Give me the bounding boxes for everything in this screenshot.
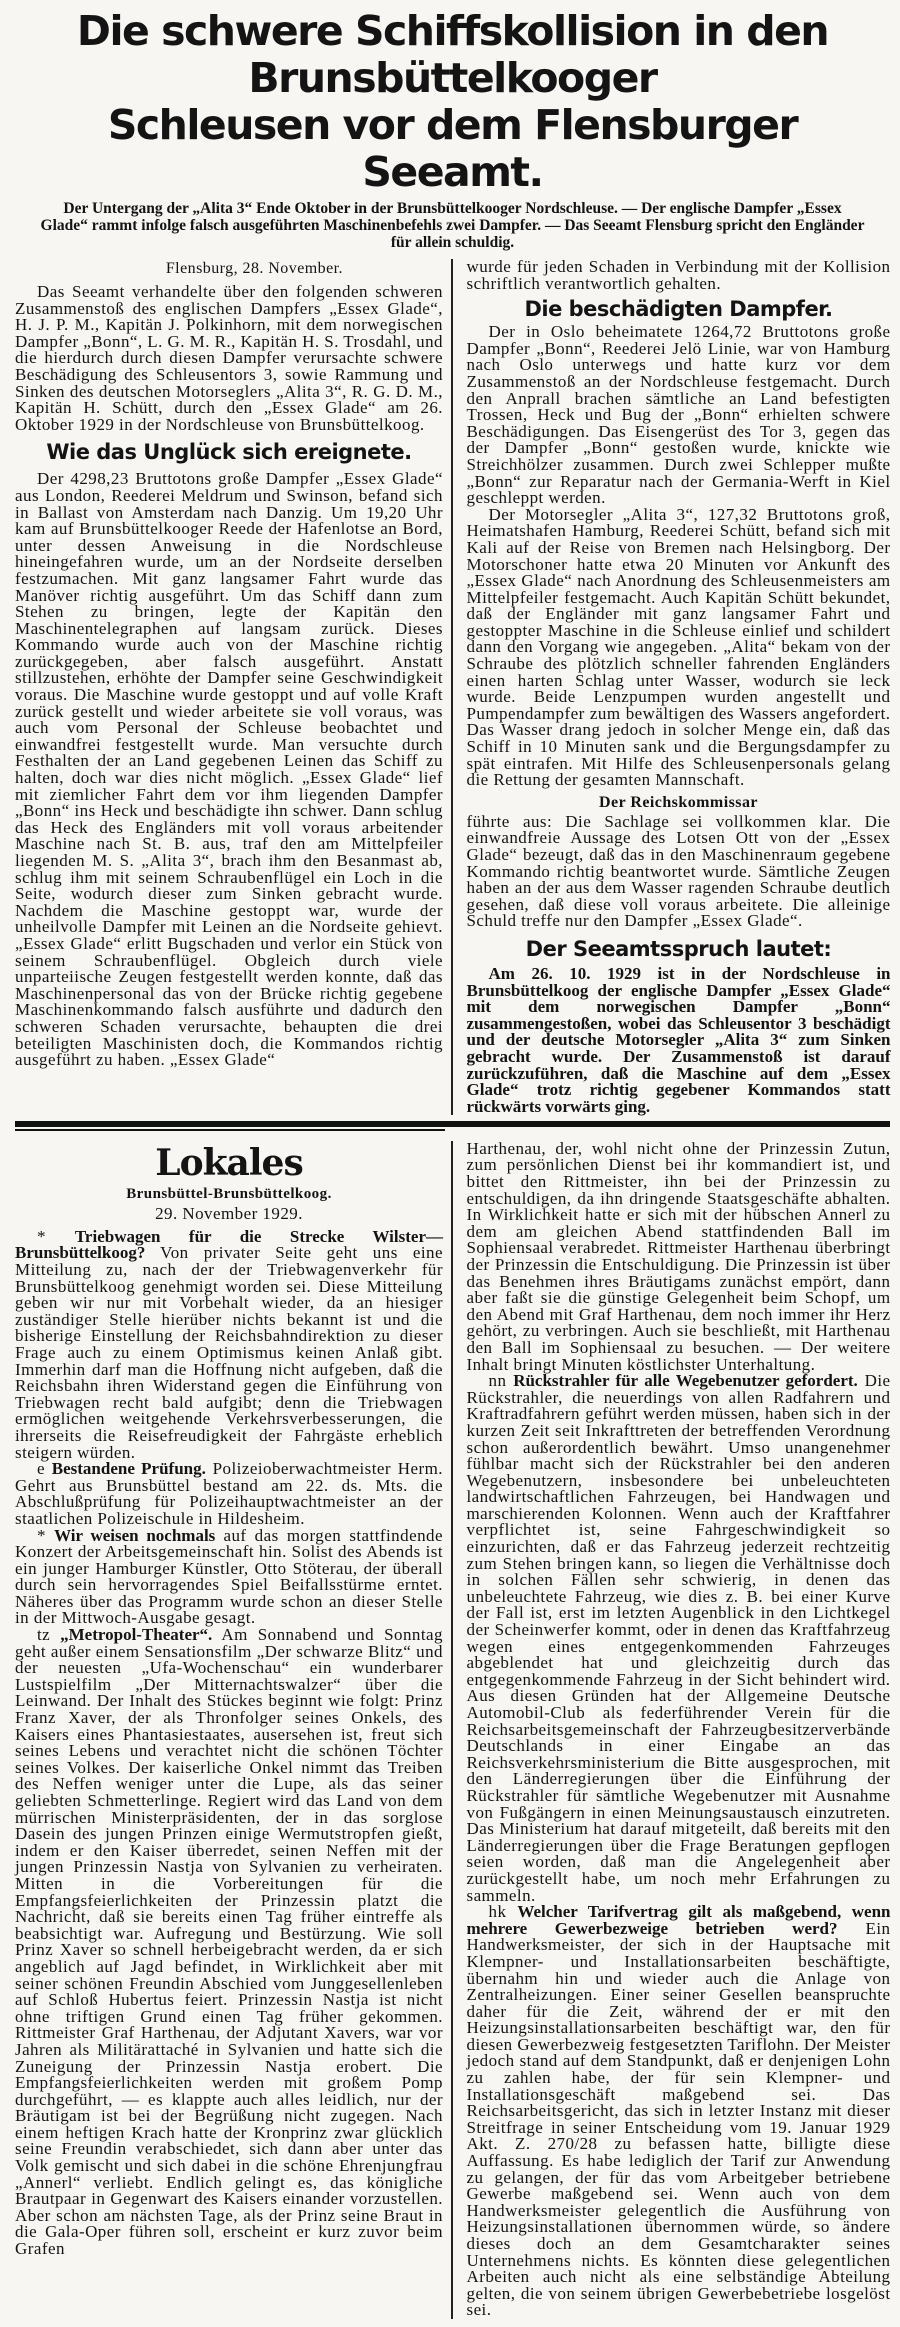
- headline-line-1: Die schwere Schiffskollision in den Brunsbüttelkooger: [76, 7, 829, 102]
- section-rule: [15, 1121, 890, 1127]
- news-item: [467, 1904, 891, 2319]
- section-heading: Der Seeamtsspruch lautet:: [525, 936, 832, 961]
- dateline: Flensburg, 28. November.: [165, 260, 343, 277]
- item-text: Von privater Seite geht uns eine Mitteilung zu, nach der der Triebwagenverkehr für Brunsbüttelkoog genehmigt worden sei. Diese Mitteilung geben wir nur mit Vorbehalt wieder, da an hiesiger zuständiger Stelle hierüber nichts bekannt ist und die bisherige Einstellung der Reichsbahndirektion zu dieser Frage auch zu einem Optimismus keinen Anlaß gibt. Immerhin darf man die Hoffnung nicht aufgeben, daß die Reichsbahn ihren Widerstand gegen die Einführung von Triebwagen recht bald aufgibt; denn die Triebwagen ermöglichen weitgehende Verkehrsverbesserungen, die ihrerseits die Reisefreudigkeit der Fahrgäste erheblich steigern würden.: [15, 1243, 443, 1462]
- article-paragraph: Der in Oslo beheimatete 1264,72 Bruttotons große Dampfer „Bonn“, Reederei Jelö Linie, war von Hamburg nach Oslo unterwegs und hatte kurz vor dem Zusammenstoß an der Nordschleuse festgemacht. Durch den Anprall brachen sämtliche an Land befestigten Trossen, Heck und Bug der „Bonn“ erhielten schwere Beschädigungen. Das Eisengerüst des Tor 3, gegen das der Dampfer „Bonn“ gestoßen wurde, knickte wie Streichhölzer zusammen. Durch zwei Schlepper mußte „Bonn“ zur Reparatur nach der Germania-Werft in Kiel geschleppt werden.: [466, 322, 891, 508]
- item-marker: hk: [488, 1902, 518, 1922]
- local-news-title: Lokales: [155, 1141, 303, 1184]
- local-news-columns: [15, 1138, 891, 2320]
- local-news-right-column: [453, 1138, 891, 2320]
- news-item: [15, 1627, 443, 2258]
- local-news-left-column: [15, 1141, 451, 2258]
- item-text: Die Rückstrahler, die neuerdings von allen Radfahrern und Kraftradfahrern geführt werden müssen, haben sich in der kurzen Zeit seit Inkrafttreten der betreffenden Verordnung schon außerordentlich bewährt. Umso unangenehmer fühlbar macht sich der Rückstrahler bei den anderen Wegebenutzern, insbesondere bei unbeleuchteten landwirtschaftlichen Fahrzeugen, bei Handwagen und marschierenden Kolonnen. Wenn auch der Kraftfahrer verpflichtet ist, seine Fahrgeschwindigkeit so einzurichten, daß er das Fahrzeug jederzeit rechtzeitig zum Stehen bringen kann, so liegen die Verhältnisse doch in solchen Fällen sehr schwierig, in denen das unbeleuchtete Fahrzeug, wie dies z. B. bei einer Kurve der Fall ist, erst im letzten Augenblick in den Lichtkegel der Scheinwerfer kommt, oder in denen das Kraftfahrzeug wegen eines entgegenkommenden Fahrzeuges abgeblendet hat und gleichzeitig durch das entgegenkommende Fahrzeug in der Sicht behindert wird. Aus diesen Gründen hat der Allgemeine Deutsche Automobil-Club als federführender Verein für die Reichsarbeitsgemeinschaft der Fahrzeugbesitzerverbände Deutschlands in einer Eingabe an das Reichsverkehrsministerium die Bitte ausgesprochen, mit den Länderregierungen über die Einführung der Rückstrahler für sämtliche Wegebenutzer mit Ausnahme von Fußgängern in einen Meinungsaustausch einzutreten. Das Ministerium hat darauf mitgeteilt, daß bereits mit den Länderregierungen über die Frage Beratungen gepflogen seien worden, daß man die Angelegenheit aber zurückgestellt habe, um noch mehr Erfahrungen zu sammeln.: [466, 1371, 891, 1905]
- section-heading: Die beschädigten Dampfer.: [524, 297, 833, 322]
- article-intro: Das Seeamt verhandelte über den folgenden schweren Zusammenstoß des englischen Dampfers „Essex Glade“, H. J. P. M., Kapitän J. Polkinhorn, mit dem norwegischen Dampfer „Bonn“, L. G. M. R., Kapitän H. S. Trosdahl, und die hierdurch durch diesen Dampfer verursachte schwere Beschädigung des Schleusentors 3, sowie Rammung und Sinken des deutschen Motorseglers „Alita 3“, R. G. D. M., Kapitän H. Schütt, durch den „Essex Glade“ am 26. Oktober 1929 in der Nordschleuse von Brunsbüttelkoog.: [15, 282, 443, 434]
- local-place: Brunsbüttel-Brunsbüttelkoog.: [126, 1185, 332, 1202]
- article-left-column: [15, 259, 451, 1069]
- headline-line-2: Schleusen vor dem Flensburger Seeamt.: [107, 101, 798, 196]
- item-marker: *: [37, 1525, 55, 1545]
- section-rule-thin: [15, 1129, 445, 1131]
- verdict-paragraph: Am 26. 10. 1929 ist in der Nordschleuse in Brunsbüttelkoog der englische Dampfer „Essex Glade“ mit dem norwegischen Dampfer „Bonn“ zusammengestoßen, wobei das Schleusentor 3 beschädigt und der deutsche Motorsegler „Alita 3“ zum Sinken gebracht wurde. Der Zusammenstoß ist darauf zurückzuführen, daß die Maschine auf dem „Essex Glade“ trotz richtig gegebener Kommandos statt rückwärts vorwärts ging.: [466, 963, 891, 1116]
- news-item: [467, 1373, 891, 1904]
- item-text: Am Sonnabend und Sonntag geht außer einem Sensationsfilm „Der schwarze Blitz“ und der neuesten „Ufa-Wochenschau“ ein wunderbarer Lustspielfilm „Der Mitternachtswalzer“ über die Leinwand. Der Inhalt des Stückes beginnt wie folgt: Prinz Franz Xaver, der als Thronfolger seines Onkels, des Kaisers eines Phantasiestaates, ausersehen ist, freut sich seines Lebens und verachtet nicht die schönen Töchter seines Volkes. Der kaiserliche Onkel nimmt das Treiben des Neffen weniger unter die Lupe, als das seiner geliebten Schmetterlinge. Regiert wird das Land von dem mürrischen Ministerpräsidenten, der in das sorglose Dasein des jungen Prinzen einige Wermutstropfen gießt, indem er den Kaiser überredet, seinen Neffen mit der jungen Prinzessin Nastja von Sylvanien zu verheiraten. Mitten in die Vorbereitungen für die Empfangsfeierlichkeiten der Prinzessin platzt die Nachricht, daß sie bereits einen Tag früher eintreffe als beabsichtigt war. Aufregung und Bestürzung. Wie soll Prinz Xaver so schnell herbeigebracht werden, da er sich angeblich auf Jagd befindet, in Wirklichkeit aber mit seiner schönen Freundin Abschied vom Junggesellenleben auf Schloß Hubertus feiert. Prinzessin Nastja ist nicht ohne triftigen Grund einen Tag früher gekommen. Rittmeister Graf Harthenau, der Adjutant Xavers, war vor Jahren als Militärattaché in Sylvanien und hatte sich die Zuneigung der Prinzessin Nastja erobert. Die Empfangsfeierlichkeiten werden mit großem Pomp durchgeführt, — es klappte auch alles leidlich, nur der Bräutigam ist bei der Begrüßung nicht zugegen. Nach einem heftigen Krach hatte der Kronprinz zwar glücklich seine Freundin verabschiedet, sich dann aber unter das Volk gemischt und sich dabei in die schöne Ehrenjungfrau „Annerl“ verliebt. Endlich gelingt es, das königliche Brautpaar in Gegenwart des Kaisers einander vorzustellen. Aber schon am nächsten Tage, als der Prinz seine Braut in die Gala-Oper führen soll, erscheint er kurz zuvor beim Grafen: [15, 1625, 443, 2259]
- item-lead: Wir weisen nochmals: [54, 1525, 216, 1545]
- item-text: auf das morgen stattfindende Konzert der Arbeitsgemeinschaft hin. Solist des Abends ist ein junger Hamburger Künstler, Otto Stöterau, der überall durch sein hervorragendes Spiel Beifallsstürme erntet. Näheres über das Programm wurde schon an dieser Stelle in der Mittwoch-Ausgabe gesagt.: [15, 1525, 443, 1628]
- article-paragraph: Der 4298,23 Bruttotons große Dampfer „Essex Glade“ aus London, Reederei Meldrum und Swinson, befand sich in Ballast von Amsterdam nach Danzig. Um 19,20 Uhr kam auf Brunsbüttelkooger Reede der Hafenlotse an Bord, unter dessen Anweisung in die Nordschleuse hineingefahren wurde, um an der Nordseite derselben festzumachen. Mit ganz langsamer Fahrt wurde das Manöver richtig ausgeführt. Um das Schiff dann zum Stehen zu bringen, legte der Kapitän den Maschinentelegraphen auf langsam zurück. Dieses Kommando wurde auch von der Maschine richtig zurückgegeben, aber falsch ausgeführt. Anstatt stillzustehen, erhöhte der Dampfer seine Geschwindigkeit voraus. Die Maschine wurde gestoppt und auf volle Kraft zurück gestellt und wieder arbeitete sie voll voraus, was auch vom Personal der Schleuse beobachtet und einwandfrei festgestellt wurde. Man versuchte durch Festhalten der an Land gegebenen Leinen das Schiff zu halten, doch war dies nicht möglich. „Essex Glade“ lief mit ziemlicher Fahrt dem vor ihm liegenden Dampfer „Bonn“ ins Heck und beschädigte ihn schwer. Dann schlug das Heck des Engländers mit voll voraus arbeitender Maschine nach St. B. aus, traf den am Mittelpfeiler liegenden M. S. „Alita 3“, brach ihm den Besanmast ab, schlug ihm mit seinem Schraubenflügel ein Loch in die Seite, wodurch dieser zum Sinken gebracht wurde. Nachdem die Maschine gestoppt war, wurde der unheilvolle Dampfer mit Leinen an die Nordseite gehievt. „Essex Glade“ erlitt Bugschaden und verlor ein Stück von seinem Schraubenflügel. Obgleich durch viele unparteiische Zeugen festgestellt werden konnte, daß das Maschinenpersonal das von der Brücke richtig gegebene Maschinenkommando falsch ausführte und dadurch den schweren Schaden verursachte, behaupten die drei beteiligten Maschinisten doch, die Kommandos richtig ausgeführt zu haben. „Essex Glade“: [15, 469, 443, 1070]
- section-heading: Wie das Unglück sich ereignete.: [46, 440, 412, 465]
- article-columns: [15, 259, 890, 1115]
- article-paragraph: Der Motorsegler „Alita 3“, 127,32 Bruttotons groß, Heimatshafen Hamburg, Reederei Schütt, befand sich mit Kali auf der Reise von Bremen nach Helsingborg. Der Motorschoner hatte etwa 20 Minuten vor Ankunft des „Essex Glade“ nach Anordnung des Schleusenmeisters am Mittelpfeiler festgemacht. Auch Kapitän Schütt bekundet, daß der Engländer mit ganz langsamer Fahrt und gestoppter Maschine in die Schleuse einlief und schildert dann den Vorgang wie angegeben. „Alita“ bekam von der Schraube des plötzlich schneller fahrenden Engländers einen harten Schlag unter Wasser, wodurch sie leck wurde. Beide Lenzpumpen wurden angestellt und Pumpendampfer zum bewältigen des Wassers angefordert. Das Wasser drang jedoch in solcher Menge ein, daß das Schiff in 10 Minuten sank und die Bergungsdampfer zu spät eintrafen. Mit Hilfe des Schleusenpersonals gelang die Rettung der gesamten Mannschaft.: [466, 504, 891, 790]
- item-lead: Triebwagen für die Strecke Wilster—Brunsbüttelkoog?: [15, 1226, 443, 1263]
- item-lead: „Metropol-Theater“.: [60, 1625, 213, 1645]
- item-marker: *: [37, 1226, 75, 1246]
- item-lead: Welcher Tarifvertrag gilt als maßgebend, wenn mehrere Gewerbezweige betrieben werd?: [466, 1902, 891, 1938]
- item-text: Polizeioberwachtmeister Herm. Gehrt aus Brunsbüttel bestand am 22. ds. Mts. die Abschlußprüfung für Polizeihauptwachtmeister an der staatlichen Polizeischule in Hildesheim.: [15, 1459, 443, 1528]
- item-marker: nn: [488, 1371, 514, 1391]
- subheading: Der Reichskommissar: [599, 793, 758, 811]
- item-text: Ein Handwerksmeister, der sich in der Hauptsache mit Klempner- und Installationsarbeiten beschäftigte, übernahm hin und wieder auch die Anlage von Zentralheizungen. Einer seiner Gesellen beanspruchte daher für die Zeit, während der er mit den Heizungsinstallationsarbeiten beschäftigt war, den für diesen Gewerbezweig festgesetzten Tariflohn. Der Meister jedoch stand auf dem Standpunkt, daß er denjenigen Lohn zu zahlen habe, der für sein Klempner- und Installationsgeschäft maßgebend sei. Das Reichsarbeitsgericht, das sich in letzter Instanz mit dieser Streitfrage in seiner Entscheidung vom 19. Januar 1929 Akt. Z. 270/28 zu befassen hatte, billigte diese Auffassung. Es habe lediglich der Tarif zur Anwendung zu gelangen, der für das vom Arbeitgeber betriebene Gewerbe maßgebend sei. Wenn auch von dem Handwerksmeister gelegentlich die Ausführung von Heizungsinstallationen übernommen würde, so ändere dieses doch an dem Gesamtcharakter seines Unternehmens nichts. Es könnten diese gelegentlichen Arbeiten auch nicht als eine selbständige Abteilung gelten, die von seinem übrigen Gewerbebetriebe losgelöst sei.: [466, 1918, 891, 2320]
- news-item-continuation: Harthenau, der, wohl nicht ohne der Prinzessin Zutun, zum persönlichen Dienst bei ihr kommandiert ist, und bittet den Rittmeister, ihn bei der Prinzessin zu entschuldigen, da ihn dringende Staatsgeschäfte abhalten. In Wirklichkeit hatte er sich mit der hübschen Annerl zu dem am gleichen Abend stattfindenden Ball im Sophiensaal verabredet. Rittmeister Harthenau überbringt der Prinzessin die Entschuldigung. Die Prinzessin ist über das Benehmen ihres Bräutigams zunächst empört, dann aber faßt sie die günstige Gelegenheit beim Schopf, um den Abend mit Graf Harthenau, dem noch immer ihr Herz gehört, zu verbringen. Auch sie beschließt, mit Harthenau den Ball im Sophiensaal zu besuchen. — Der weitere Inhalt bringt Minuten köstlichster Unterhaltung.: [466, 1138, 891, 1374]
- item-lead: Rückstrahler für alle Wegebenutzer gefordert.: [513, 1371, 858, 1391]
- article-paragraph: führte aus: Die Sachlage sei vollkommen klar. Die einwandfreie Aussage des Lotsen Ott von der „Essex Glade“ bezeugt, daß das in den Maschinenraum gegebene Kommando richtig beantwortet wurde. Sämtliche Zeugen haben an der aus dem Wasser ragenden Schraube deutlich gesehen, daß diese voll voraus arbeitete. Die alleinige Schuld treffe nur den Dampfer „Essex Glade“.: [466, 811, 891, 931]
- news-item: [15, 1461, 443, 1527]
- local-date: 29. November 1929.: [155, 1203, 303, 1223]
- article-paragraph: wurde für jeden Schaden in Verbindung mit der Kollision schriftlich verantwortlich gehalten.: [466, 257, 891, 293]
- news-item: [15, 1525, 443, 1628]
- article-subtitle: Der Untergang der „Alita 3“ Ende Oktober in der Brunsbüttelkooger Nordschleuse. — Der englische Dampfer „Essex Glade“ rammt infolge falsch ausgeführten Maschinenbefehls zwei Dampfer. — Das Seeamt Flensburg spricht den Engländer für allein schuldig.: [40, 200, 865, 251]
- article-right-column: [453, 259, 891, 1115]
- item-marker: tz: [37, 1625, 61, 1645]
- news-item: [15, 1226, 443, 1462]
- item-lead: Bestandene Prüfung.: [51, 1459, 206, 1479]
- item-marker: e: [37, 1459, 52, 1479]
